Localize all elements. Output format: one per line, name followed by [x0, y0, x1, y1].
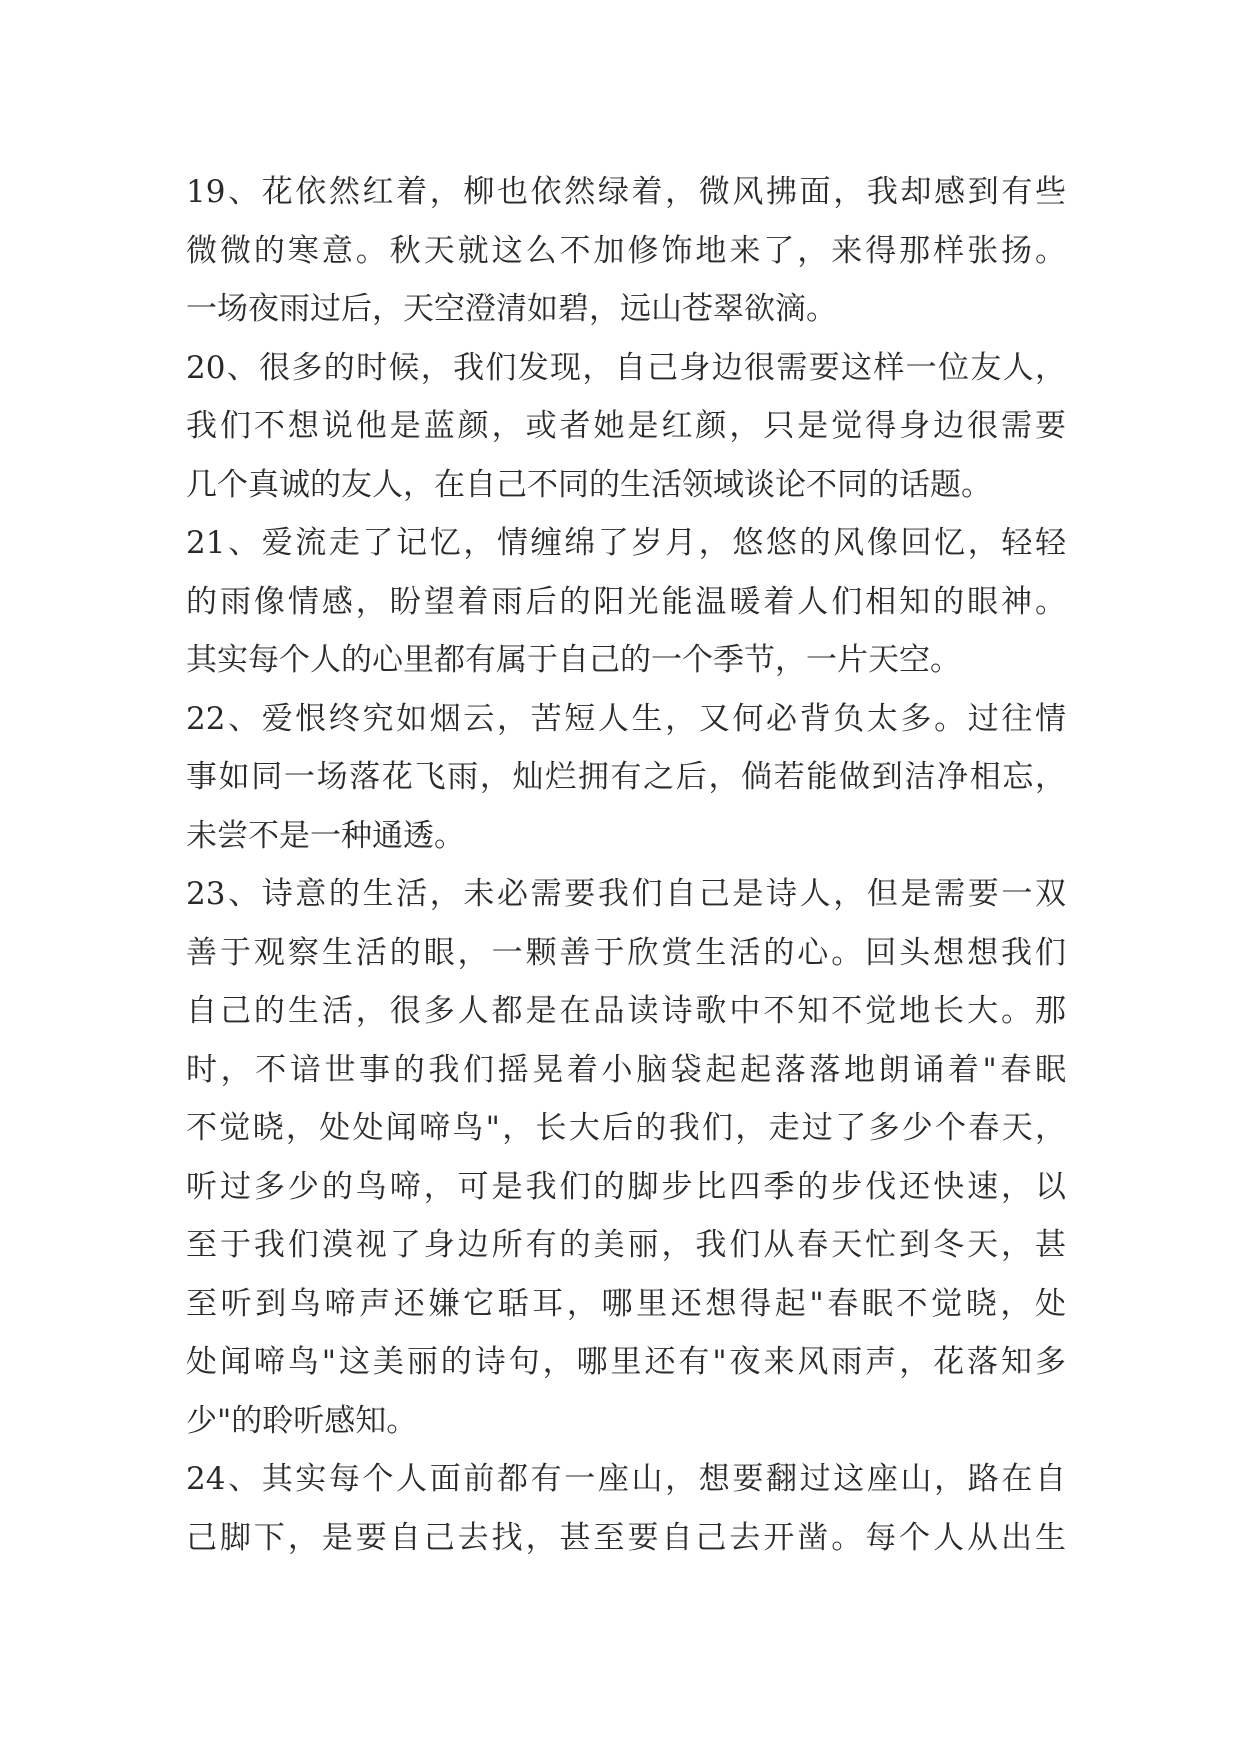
paragraph-22-line-3: 未尝不是一种通透。 [186, 817, 465, 854]
paragraph-19-line-3: 一场夜雨过后，天空澄清如碧，远山苍翠欲滴。 [186, 291, 837, 327]
paragraph-20-line-2: 我们不想说他是蓝颜，或者她是红颜，只是觉得身边很需要 [186, 408, 1066, 444]
paragraph-24-line-1: 24、其实每个人面前都有一座山，想要翻过这座山，路在自 [186, 1461, 1066, 1497]
paragraph-23-line-3: 自己的生活，很多人都是在品读诗歌中不知不觉地长大。那 [186, 993, 1066, 1029]
paragraph-21-line-2: 的雨像情感，盼望着雨后的阳光能温暖着人们相知的眼神。 [186, 583, 1066, 620]
paragraph-19-line-1: 19、花依然红着，柳也依然绿着，微风拂面，我却感到有些 [186, 174, 1066, 210]
paragraph-20-line-3: 几个真诚的友人，在自己不同的生活领域谈论不同的话题。 [186, 466, 992, 503]
paragraph-23-line-2: 善于观察生活的眼，一颗善于欣赏生活的心。回头想想我们 [186, 934, 1066, 971]
paragraph-23-line-9: 处闻啼鸟"这美丽的诗句，哪里还有"夜来风雨声，花落知多 [186, 1344, 1066, 1380]
paragraph-19-line-2: 微微的寒意。秋天就这么不加修饰地来了，来得那样张扬。 [186, 232, 1066, 269]
paragraph-20-line-1: 20、很多的时候，我们发现，自己身边很需要这样一位友人， [186, 349, 1066, 386]
paragraph-23-line-8: 至听到鸟啼声还嫌它聒耳，哪里还想得起"春眠不觉晓，处 [186, 1285, 1066, 1322]
paragraph-23-line-1: 23、诗意的生活，未必需要我们自己是诗人，但是需要一双 [186, 876, 1066, 912]
paragraph-23-line-5: 不觉晓，处处闻啼鸟"，长大后的我们，走过了多少个春天， [186, 1110, 1066, 1146]
paragraph-23-line-10: 少"的聆听感知。 [186, 1402, 418, 1439]
paragraph-23-line-7: 至于我们漠视了身边所有的美丽，我们从春天忙到冬天，甚 [186, 1227, 1066, 1263]
paragraph-23-line-6: 听过多少的鸟啼，可是我们的脚步比四季的步伐还快速，以 [186, 1168, 1066, 1205]
paragraph-22-line-1: 22、爱恨终究如烟云，苦短人生，又何必背负太多。过往情 [186, 700, 1066, 737]
document-body [186, 163, 1066, 1567]
paragraph-21-line-3: 其实每个人的心里都有属于自己的一个季节，一片天空。 [186, 642, 961, 678]
paragraph-24-line-2: 己脚下，是要自己去找，甚至要自己去开凿。每个人从出生 [186, 1519, 1066, 1556]
paragraph-23-line-4: 时，不谙世事的我们摇晃着小脑袋起起落落地朗诵着"春眠 [186, 1051, 1066, 1088]
paragraph-21-line-1: 21、爱流走了记忆，情缠绵了岁月，悠悠的风像回忆，轻轻 [186, 525, 1066, 561]
paragraph-22-line-2: 事如同一场落花飞雨，灿烂拥有之后，倘若能做到洁净相忘， [186, 759, 1066, 795]
